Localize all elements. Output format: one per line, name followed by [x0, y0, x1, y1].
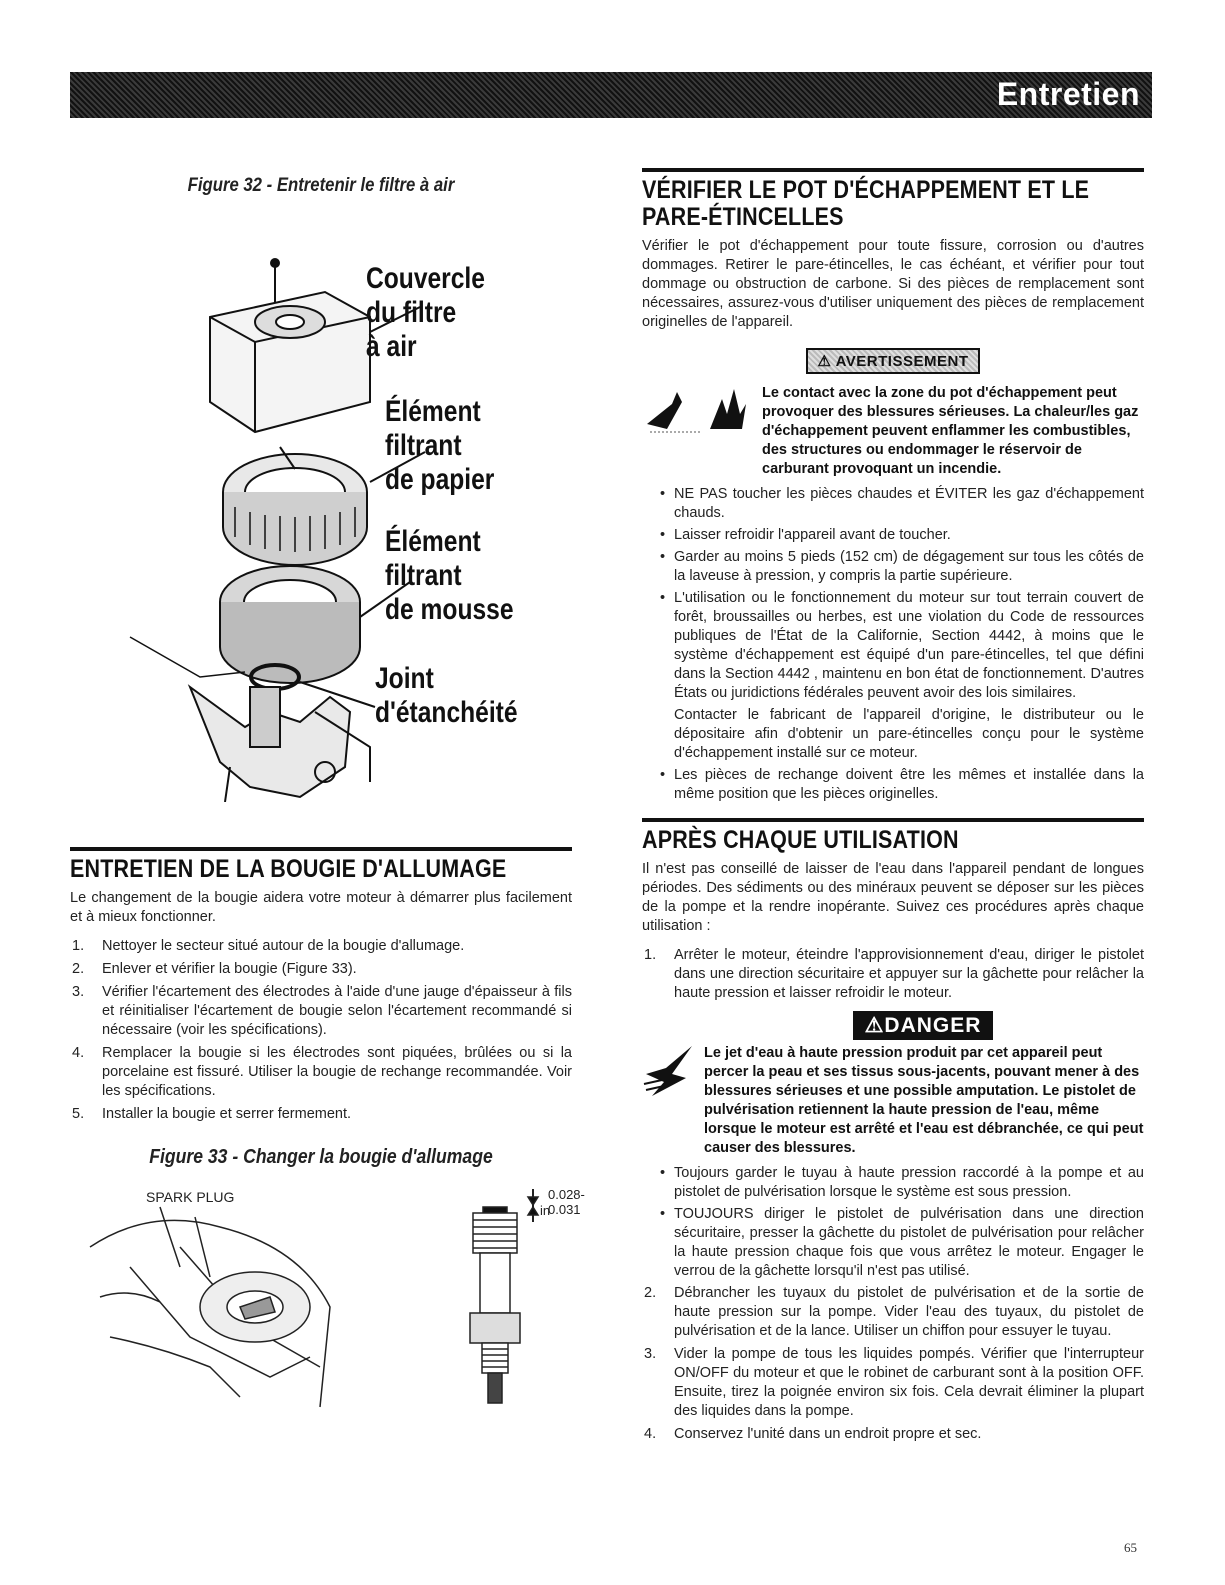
page-number: 65: [1124, 1540, 1137, 1555]
list-item: • TOUJOURS diriger le pistolet de pulvérisation dans une direction sécuritaire, presser la gâchette du pistolet de pulvérisation pour relâcher la haute pression chaque fois que vous arrêtez le moteur. Engager le verrou de la gâchette lorsqu'il n'est pas utilisé.: [642, 1205, 1144, 1281]
warning-badge-row: [642, 348, 1144, 374]
right-column: [642, 168, 1144, 1448]
spark-plug-intro: Le changement de la bougie aidera votre moteur à démarrer plus facilement et à mieux fonctionner.: [70, 890, 572, 925]
danger-badge: ⚠DANGER: [853, 1011, 994, 1040]
figure-32-caption: Figure 32 - Entretenir le filtre à air: [187, 175, 455, 196]
gap-value-label: 0.028-0.031: [548, 1187, 585, 1217]
list-item: 3. Vérifier l'écartement des électrodes à l'aide d'une jauge d'épaisseur à fils et réinitialiser l'écartement de bougie selon l'écartement recommandé si nécessaire (voir les spécifications).: [72, 984, 572, 1038]
list-item: 1. Nettoyer le secteur situé autour de la bougie d'allumage.: [72, 938, 465, 954]
warning-triangle-icon: ⚠: [864, 1014, 885, 1037]
list-item: 2. Débrancher les tuyaux du pistolet de pulvérisation et de la sortie de haute pression sur la pompe. Vider l'eau des tuyaux, du pistolet de pulvérisation et de la lance. Utiliser un chiffon pour essuyer le tuyau.: [644, 1285, 1144, 1339]
list-item: Contacter le fabricant de l'appareil d'origine, le distributeur ou le dépositaire afin d'obtenir un pare-étincelles conçu pour le système d'échappement installé sur ce moteur.: [674, 707, 1144, 761]
warning-triangle-icon: ⚠: [817, 353, 836, 370]
header-bar: [70, 72, 1152, 118]
after-use-intro: Il n'est pas conseillé de laisser de l'eau dans l'appareil pendant de longues périodes. Des sédiments ou des minéraux peuvent se déposer sur les pièces de la pompe et la rendre inopérante. Suivez ces procédures après chaque utilisation :: [642, 861, 1144, 934]
spark-plug-illustration: [70, 1187, 572, 1417]
after-use-step-1: [642, 946, 1144, 1003]
spark-plug-section-title: ENTRETIEN DE LA BOUGIE D'ALLUMAGE: [70, 855, 507, 883]
gap-unit-label: in: [540, 1203, 551, 1218]
list-item: 4. Conservez l'unité dans un endroit propre et sec.: [644, 1426, 982, 1442]
list-item: 5. Installer la bougie et serrer fermement.: [72, 1106, 352, 1122]
exhaust-bullets: [642, 485, 1144, 804]
spark-plug-figure: [70, 1187, 585, 1417]
warning-badge: ⚠ AVERTISSEMENT: [806, 348, 981, 374]
left-column: [70, 175, 585, 1417]
after-use-danger-text: Le jet d'eau à haute pression produit par cet appareil peut percer la peau et ses tissus sous-jacents, pouvant mener à des blessures sérieuses et une possible amputation. Le pistolet de pulvérisation retiennent la haute pression de l'eau, même lorsque le moteur est arrêté et l'eau est débranchée, ce qui peut causer des blessures.: [704, 1045, 1144, 1156]
list-item: • NE PAS toucher les pièces chaudes et ÉVITER les gaz d'échappement chauds.: [642, 485, 1144, 523]
exhaust-warning: [642, 384, 1144, 479]
label-paper-element: Élément filtrant de papier: [385, 395, 495, 496]
exhaust-warning-text: Le contact avec la zone du pot d'échappement peut provoquer des blessures sérieuses. La chaleur/les gaz d'échappement peuvent enflammer les combustibles, des structures ou endommager le réservoir de carburant provoquant un incendie.: [762, 385, 1139, 477]
list-item: 3. Vider la pompe de tous les liquides pompés. Vérifier que l'interrupteur ON/OFF du moteur et que le robinet de carburant sont à la position OFF. Ensuite, tirez la poignée environ six fois. Cela devrait éliminer la plupart des liquides dans la pompe.: [644, 1346, 1144, 1419]
list-item: 1. Arrêter le moteur, éteindre l'approvisionnement d'eau, diriger le pistolet dans une direction sécuritaire et appuyer sur la gâchette pour relâcher la haute pression et laisser refroidir le moteur.: [644, 947, 1144, 1001]
after-use-steps: [642, 1284, 1144, 1444]
danger-badge-row: [642, 1011, 1144, 1040]
after-use-section-title: APRÈS CHAQUE UTILISATION: [642, 826, 959, 854]
after-use-danger: [642, 1044, 1144, 1158]
section-tab-title: Entretien: [996, 76, 1140, 112]
list-item: • Les pièces de rechange doivent être les mêmes et installée dans la même position que les pièces originelles.: [642, 766, 1144, 804]
after-use-bullets: [642, 1164, 1144, 1281]
section-rule: [642, 168, 1144, 172]
section-rule: [642, 818, 1144, 822]
label-foam-element: Élément filtrant de mousse: [385, 525, 514, 626]
list-item: 2. Enlever et vérifier la bougie (Figure 33).: [72, 961, 357, 977]
list-item: 4. Remplacer la bougie si les électrodes sont piquées, brûlées ou si la porcelaine est fissuré. Utiliser la bougie de rechange recommandée. Voir les spécifications.: [72, 1045, 572, 1099]
list-item: • Toujours garder le tuyau à haute pression raccordé à la pompe et au pistolet de pulvérisation lorsque le système est sous pression.: [642, 1164, 1144, 1202]
exhaust-section-title: VÉRIFIER LE POT D'ÉCHAPPEMENT ET LE PARE-ÉTINCELLES: [642, 176, 1090, 231]
spray-injection-icon: [642, 1044, 704, 1158]
spark-plug-label: SPARK PLUG: [146, 1189, 235, 1205]
hot-surface-icon: [642, 384, 762, 479]
list-item: • Garder au moins 5 pieds (152 cm) de dégagement sur tous les côtés de la laveuse à pression, y compris la partie supérieure.: [642, 548, 1144, 586]
label-cover: Couvercle du filtre à air: [366, 262, 485, 363]
section-rule: [70, 847, 572, 851]
figure-33-caption: Figure 33 - Changer la bougie d'allumage: [149, 1146, 493, 1168]
list-item: • L'utilisation ou le fonctionnement du moteur sur tout terrain couvert de forêt, broussailles ou herbes, est une violation du Code de ressources publiques de l'État de la Californie, Section 4442, à moins que le système d'échappement est équipé d'un pare-étincelles, tel que défini dans la Section 4442 , maintenu en bon état de fonctionnement. D'autres États ou juridictions fédérales peuvent avoir des lois similaires.: [642, 589, 1144, 703]
exhaust-body: Vérifier le pot d'échappement pour toute fissure, corrosion ou d'autres dommages. Retirer le pare-étincelles, le cas échéant, et vérifier pour tout dommage ou obstruction de carbone. Si des pièces de remplacement sont nécessaires, assurez-vous d'utiliser uniquement des pièces de remplacement originelles de l'appareil.: [642, 238, 1144, 330]
label-seal: Joint d'étanchéité: [375, 662, 518, 729]
air-filter-figure: [70, 207, 572, 802]
list-item: • Laisser refroidir l'appareil avant de toucher.: [642, 526, 1144, 545]
spark-plug-steps: [70, 937, 572, 1124]
